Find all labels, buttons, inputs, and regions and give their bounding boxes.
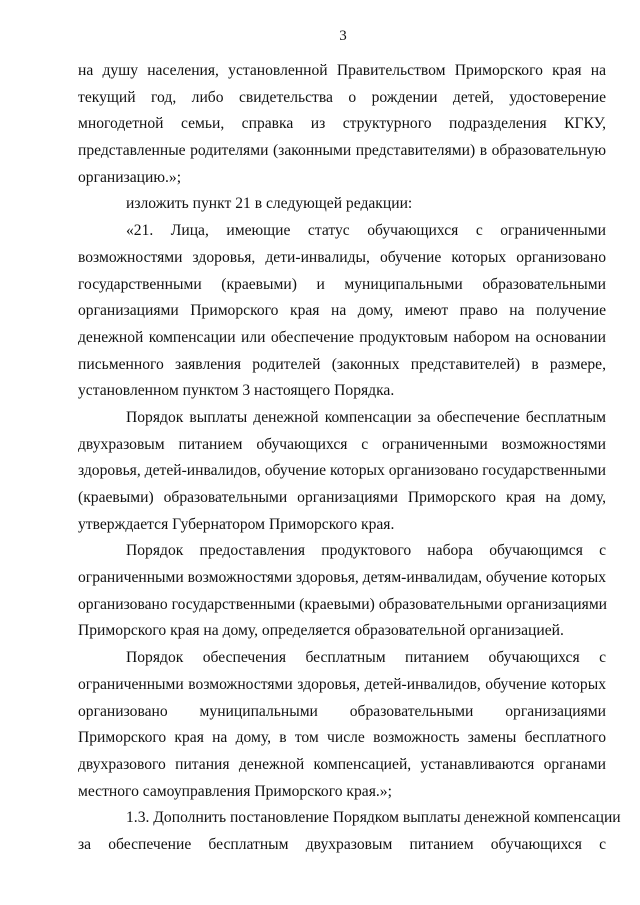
page-number: 3 — [339, 28, 347, 44]
text-line: организовано государственными (краевыми) образовательными организациями — [78, 595, 608, 613]
text-line: Приморского края на дому, в том числе возможность замены бесплатного — [78, 729, 606, 747]
text-line: здоровья, детей-инвалидов, обучение которых организовано государственными — [78, 462, 606, 480]
text-line: текущий год, либо свидетельства о рождении детей, удостоверение — [78, 88, 606, 106]
text-line: организовано муниципальными образовательными организациями — [78, 702, 606, 720]
text-line: организациями Приморского края на дому, имеют право на получение — [78, 302, 606, 320]
text-line: установленном пунктом 3 настоящего Порядка. — [78, 382, 395, 400]
text-line: представленные родителями (законными представителями) в образовательную — [78, 142, 606, 160]
text-line: утверждается Губернатором Приморского края. — [78, 515, 395, 533]
paragraph — [78, 191, 606, 218]
text-line: возможностями здоровья, дети-инвалиды, обучение которых организовано — [78, 248, 606, 266]
paragraph — [78, 805, 621, 858]
text-line: денежной компенсации или обеспечение продуктовым набором на основании — [78, 328, 606, 346]
text-line: письменного заявления родителей (законных представителей) в размере, — [78, 355, 606, 373]
text-line: Порядок предоставления продуктового набора обучающимся с — [126, 542, 606, 560]
text-line: «21. Лица, имеющие статус обучающихся с ограниченными — [126, 222, 606, 240]
text-line: Порядок выплаты денежной компенсации за обеспечение бесплатным — [126, 408, 606, 426]
text-line: за обеспечение бесплатным двухразовым питанием обучающихся с — [78, 835, 606, 853]
paragraph — [78, 405, 606, 538]
paragraph — [78, 645, 606, 805]
text-line: многодетной семьи, справка из структурного подразделения КГКУ, — [78, 115, 606, 133]
document-body — [78, 58, 621, 859]
text-line: 1.3. Дополнить постановление Порядком выплаты денежной компенсации — [126, 809, 621, 827]
text-line: двухразовым питанием обучающихся с ограниченными возможностями — [78, 435, 606, 453]
paragraph — [78, 58, 606, 191]
text-line: изложить пункт 21 в следующей редакции: — [126, 195, 413, 213]
text-line: двухразового питания денежной компенсацией, устанавливаются органами — [78, 755, 606, 773]
text-line: ограниченными возможностями здоровья, детям-инвалидам, обучение которых — [78, 569, 606, 587]
text-line: местного самоуправления Приморского края.»; — [78, 782, 392, 800]
paragraph — [78, 218, 606, 405]
text-line: государственными (краевыми) и муниципальными образовательными — [78, 275, 606, 293]
text-line: ограниченными возможностями здоровья, детей-инвалидов, обучение которых — [78, 675, 606, 693]
paragraph — [78, 538, 606, 645]
text-line: Приморского края на дому, определяется образовательной организацией. — [78, 622, 564, 640]
text-line: организацию.»; — [78, 168, 182, 186]
text-line: Порядок обеспечения бесплатным питанием обучающихся с — [126, 649, 606, 667]
text-line: на душу населения, установленной Правительством Приморского края на — [78, 62, 606, 79]
text-line: (краевыми) образовательными организациями Приморского края на дому, — [78, 489, 606, 506]
